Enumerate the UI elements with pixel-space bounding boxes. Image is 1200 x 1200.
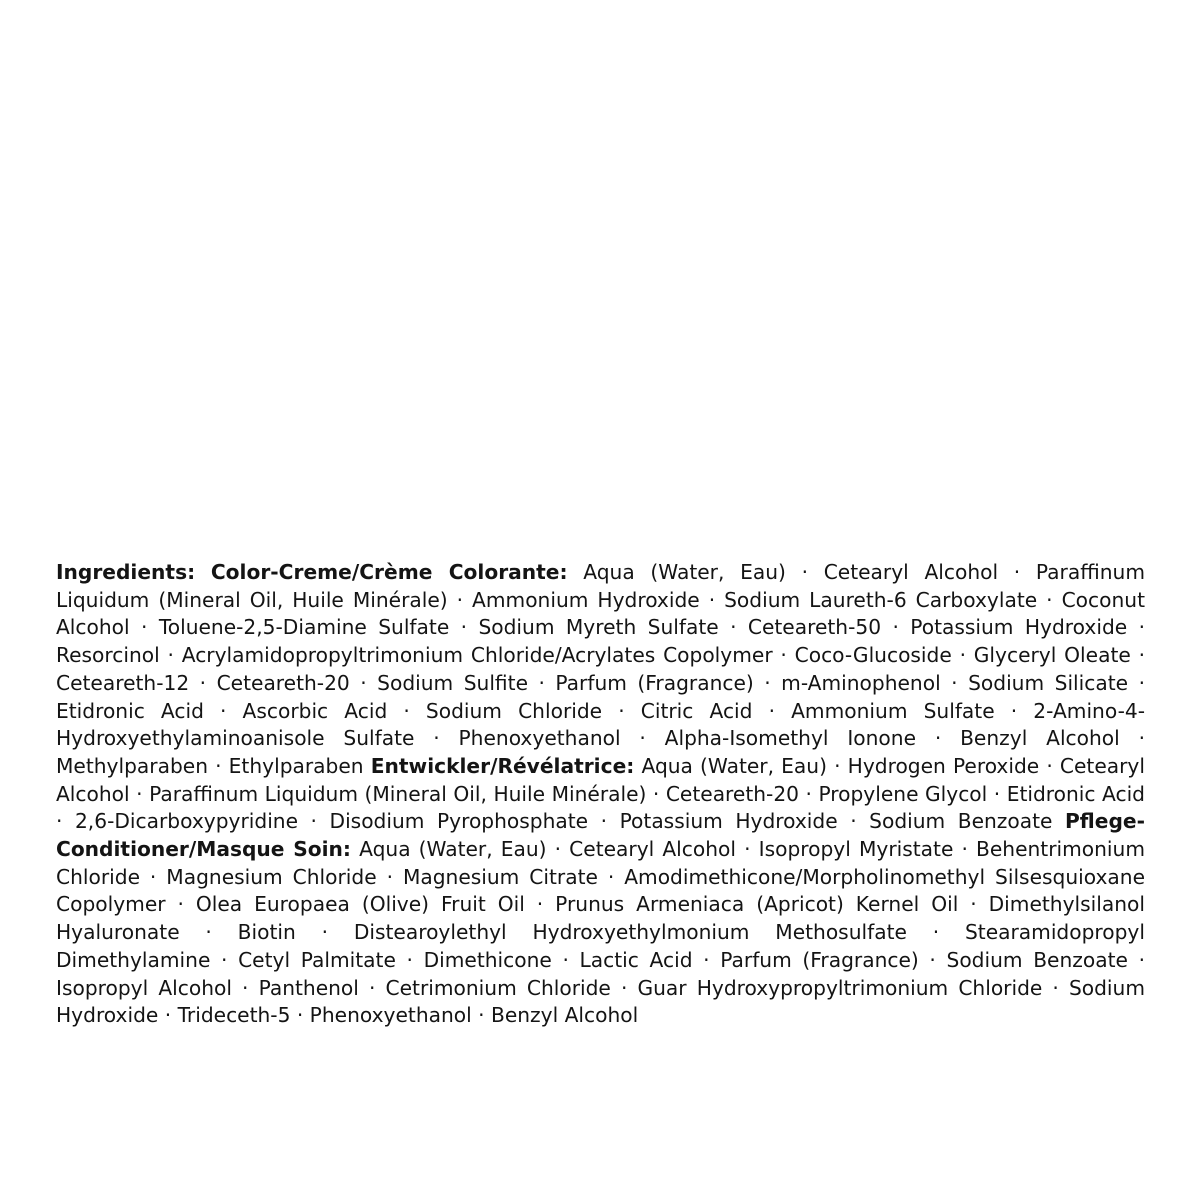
section-label-entwickler: Entwickler/Révélatrice: xyxy=(370,753,635,778)
section-label-pflege-conditioner: Pflege-Conditioner/Masque Soin: xyxy=(56,809,1145,862)
ingredients-paragraph xyxy=(56,559,1145,1030)
section-label-color-creme: Color-Creme/Crème Colorante: xyxy=(210,560,568,584)
section-text-pflege-conditioner: Aqua (Water, Eau) · Cetearyl Alcohol · Isopropyl Myristate · Behentrimonium Chloride · Magnesium Chloride · Magnesium Citrate · Amodimethicone/Morpholinomethyl Silsesquioxane Copolymer · Olea Europaea (Olive) Fruit Oil · Prunus Armeniaca (Apricot) Kernel Oil · Dimethylsilanol Hyaluronate · Biotin · Distearoylethyl Hydroxyethylmonium Methosulfate · Stearamidopropyl Dimethylamine · Cetyl Palmitate · Dimethicone · Lactic Acid · Parfum (Fragrance) · Sodium Benzoate · Isopropyl Alcohol · Panthenol · Cetrimonium Chloride · Guar Hydroxypropyltrimonium Chloride · Sodium Hydroxide · Trideceth-5 · Phenoxyethanol · Benzyl Alcohol xyxy=(56,837,1145,1028)
ingredients-heading: Ingredients: xyxy=(56,560,196,584)
section-text-color-creme: Aqua (Water, Eau) · Cetearyl Alcohol · Paraffinum Liquidum (Mineral Oil, Huile Minérale) · Ammonium Hydroxide · Sodium Laureth-6 Carboxylate · Coconut Alcohol · Toluene-2,5-Diamine Sulfate · Sodium Myreth Sulfate · Ceteareth-50 · Potassium Hydroxide · Resorcinol · Acrylamidopropyltrimonium Chloride/Acrylates Copolymer · Coco-Glucoside · Glyceryl Oleate · Ceteareth-12 · Ceteareth-20 · Sodium Sulfite · Parfum (Fragrance) · m-Aminophenol · Sodium Silicate · Etidronic Acid · Ascorbic Acid · Sodium Chloride · Citric Acid · Ammonium Sulfate · 2-Amino-4-Hydroxyethylaminoanisole Sulfate · Phenoxyethanol · Alpha-Isomethyl Ionone · Benzyl Alcohol · Methylparaben · Ethylparaben xyxy=(56,560,1145,778)
section-text-entwickler: Aqua (Water, Eau) · Hydrogen Peroxide · Cetearyl Alcohol · Paraffinum Liquidum (Mineral Oil, Huile Minérale) · Ceteareth-20 · Propylene Glycol · Etidronic Acid · 2,6-Dicarboxypyridine · Disodium Pyrophosphate · Potassium Hydroxide · Sodium Benzoate xyxy=(56,753,1145,834)
